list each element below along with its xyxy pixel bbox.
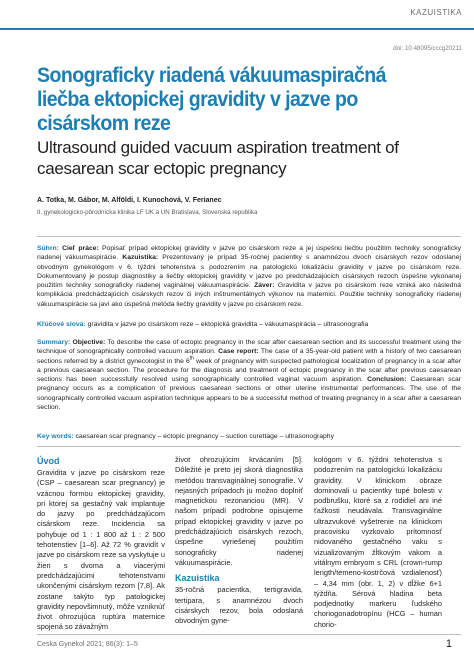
header-rule [0,28,474,30]
conclusion-label-sk: Záver: [254,282,275,290]
case-text-cont: kológom v 6. týždni tehotenstva s podozrením na patologickú lokalizáciu gravidity. V klinickom obraze dominovali u pacientky tupé bolesti v podbrušku, ktoré sa z rodidiel ani iné ťažkosti neudávala. Transvaginálne ultrazvukové vyšetrenie na klinickom pracovisku vyzkovalo prítomnosť nidovaného gestačného vaku s vizualizovaným žĺtkovým vakom a vitálnym embryom s CRL (crown-rump length/temeno-kostrčová vzdialenosť) – 4,34 mm (obr. 1, 2) v dĺžke 6+1 týždňa. Sérová hladina beta podjednotky markeru ľudského choriogonadotropínu (HCG – human chorio- [314,455,442,629]
conclusion-text-en: Caesarean scar pregnancy occurs as a complication of previous caesarean sections or other uterine instrumental performances. The use of the sonographically controlled vacuum aspiration technique appears to be a successful method of treating pregnancy in a scar after a caesarean section. [37,376,461,412]
abstract-en-label: Summary: [37,339,71,346]
section-label: KAZUISTIKA [410,8,462,17]
page-number: 1 [445,638,452,650]
abstract-en [37,338,461,412]
intro-heading: Úvod [37,456,60,466]
case-label-sk: Kazuistika: [122,254,159,262]
keywords-en-text: caesarean scar pregnancy – ectopic pregnancy – suction curettage – ultrasonography [75,433,334,440]
keywords-sk-label: Kľúčové slová: [37,321,86,328]
divider [37,446,461,447]
footer-rule [37,634,461,635]
intro-text-cont: život ohrozujúcim krvácaním [5]. Dôležité je preto jej skorá diagnostika metódou transvaginálnej sonografie. V nejasných prípadoch ju možno doplniť magnetickou rezonanciou (MR). V našom prípadí podrobne opisujeme prípad ektopickej gravidity v jazve po predchádzajúcich cisárskych rezoch, úspešne vyriešenej použitím sonograficky riadenej vákuumaspirácie. [175,455,303,567]
journal-citation: Ceska Gynekol 2021; 86(3): 1–5 [37,641,138,648]
case-text-en-b: week of pregnancy with suspected pathological localization of pregnancy in a scar after a previous caesarean section. The procedure for the diagnosis and treatment of ectopic pregnancy in the scar after previous caesarean sections has been successfully resolved using sonographically controlled vaginal vacuum aspiration. [37,357,461,384]
abstract-sk [37,244,461,309]
body-column-3 [314,455,442,630]
header-band [0,0,474,28]
keywords-sk-text: gravidita v jazve po cisárskom reze – ektopická gravidita – vákuumaspirácia – ultrasonografia [87,321,369,328]
keywords-en-label: Key words: [37,433,74,440]
abstract-sk-label: Súhrn: [37,245,59,252]
case-text: 35-ročná pacientka, tertigravida, tertipara, s anamnézou dvoch cisárskych rezov, bola odoslaná obvodným gyne- [175,585,303,626]
case-label-en: Case report: [218,348,259,356]
aim-text: Popisať prípad ektopickej gravidity v jazve po cisárskom reze a jej úspešnú liečbu použitím techniky sonograficky riadenej vákuumaspirácie. [37,245,462,262]
keywords-sk [37,320,461,329]
intro-text: Gravidita v jazve po cisárskom reze (CSP – caesarean scar pregnancy) je vzácnou formou ektopickej gravidity, pri ktorej sa gestačný vak implantuje do jazvy po predchádzajúcom cisárskom reze. Incidencia sa pohybuje od 1 : 1 800 až 1 : 2 500 tehotenstiev [1–6]. Až 72 % gravidít v jazve po cisárskom reze sa vyskytuje u žien s dvoma a viacerými predchádzajúcimi tehotenstvami ukončenými cisárskym rezom [7,8]. Ak zostane takýto typ patologickej gravidity nepovšimnutý, môže vzniknúť život ohrozujúca ruptúra maternice spojená so závažným [37,468,165,632]
affiliation: II. gynekologicko-pôrodnícka klinika LF UK a UN Bratislava, Slovenská republika [37,209,258,216]
objective-text: To describe the case of ectopic pregnancy in the scar after caesarean section and its successful treatment using the technique of sonographically controlled vacuum aspiration. [37,339,462,356]
objective-label: Objective: [72,339,106,346]
article-subtitle: Ultrasound guided vacuum aspiration treatment of caesarean scar ectopic pregnancy [37,138,399,178]
conclusion-text-sk: Gravidita v jazve po cisárskom reze vzniká ako následná komplikácia predchádzajúcich cisárskych rezov či iných inštrumentálnych výkonov na maternici. Použitie techniky sonograficky riadenej vákuumaspirácie sa javí ako úspešná metóda liečby gravidity v jazve po cisárskom reze. [37,282,462,308]
case-heading: Kazuistika [175,573,220,584]
aim-label: Cieľ práce: [62,245,99,252]
body-column-2 [175,455,303,626]
author-list: A. Totka, M. Gábor, M. Alföldi, I. Kunochová, V. Ferianec [37,197,222,204]
ordinal-suffix: th [189,355,194,362]
case-text-sk: Prezentovaný je prípad 35-ročnej pacientky s anamnézou dvoch cisárskych rezov odoslanej obvodným gynekológom v 6. týždni tehotenstva s podozrením na patologickú lokalizáciu gravidity v jazve po cisárskom reze. Dokumentovaný je postup diagnostiky a liečby ektopickej gravidity v jazve po predchádzajúcich cisárskych rezoch úspešne vykonanej použitím techniky sonograficky riadenej vaginálnej vákuumaspirácie. [37,254,462,290]
body-column-1 [37,455,165,633]
doi-link[interactable]: doi: 10.48095/cccg20211 [393,45,462,52]
conclusion-label-en: Conclusion: [367,376,407,384]
divider [37,236,461,237]
keywords-en [37,432,461,441]
article-title: Sonograficky riadená vákuumaspiračná liečba ektopickej gravidity v jazve po cisárskom reze [37,64,386,135]
case-text-en-a: The case of a 35-year-old patient with a history of two caesarean sections referred by a district gynecologist in the 6 [37,348,462,365]
